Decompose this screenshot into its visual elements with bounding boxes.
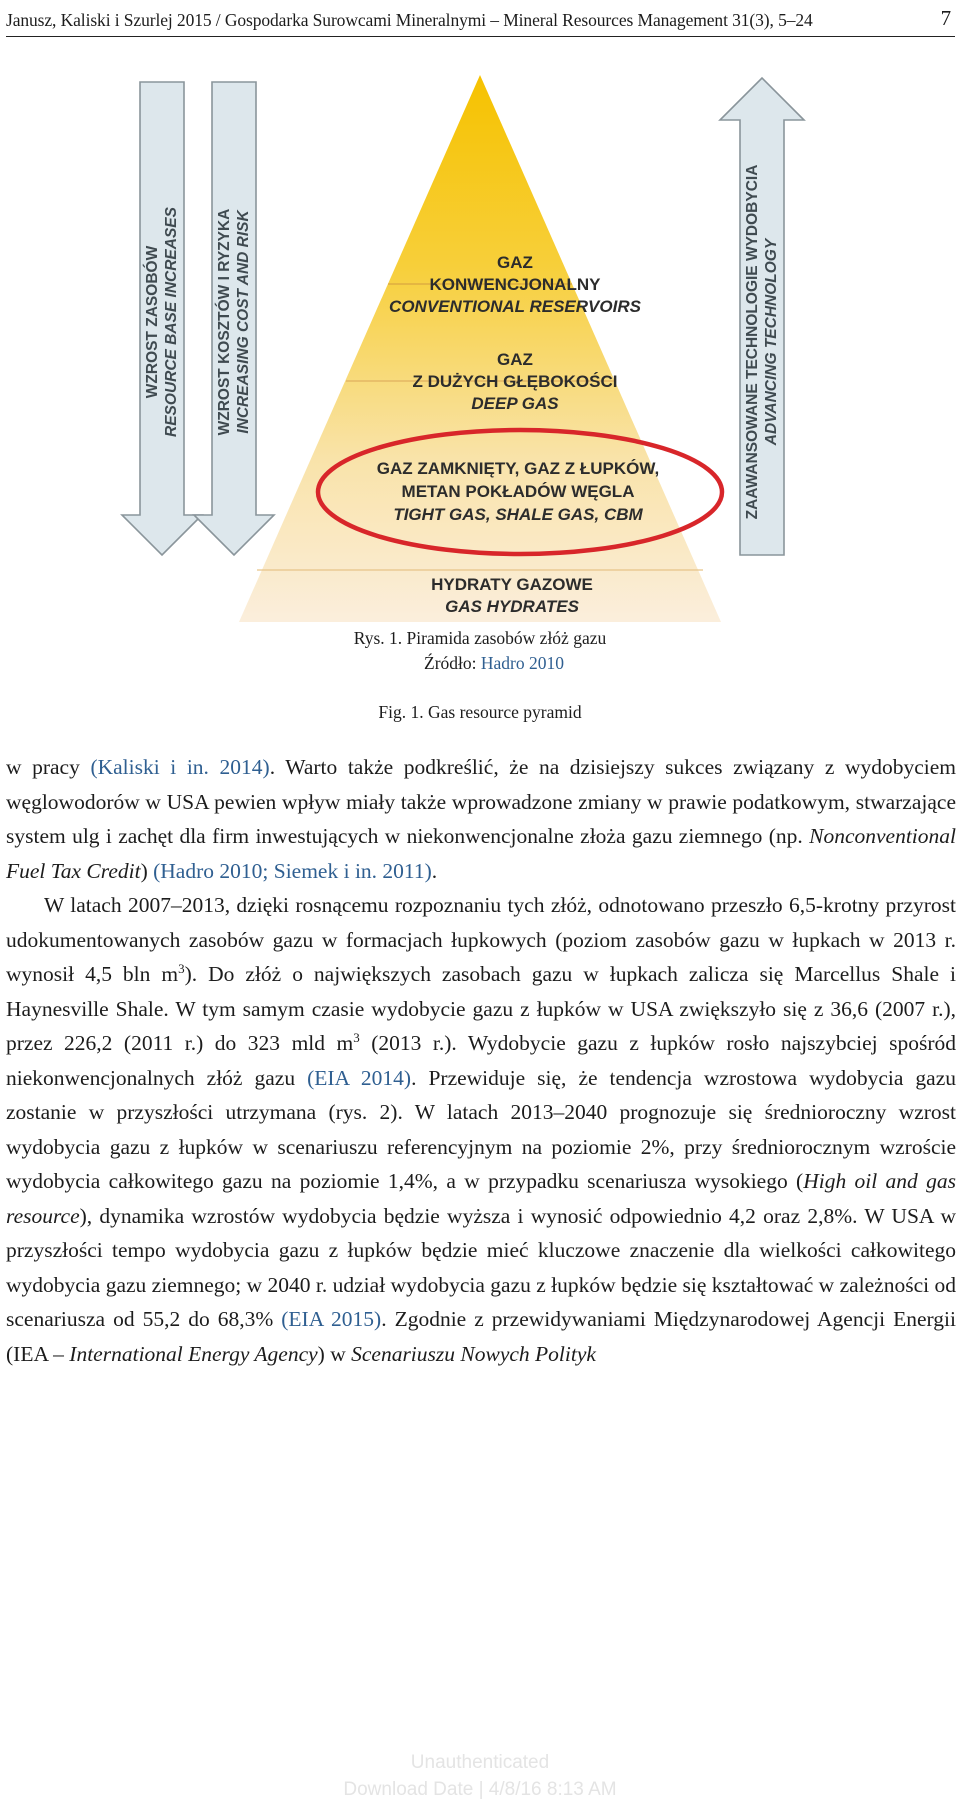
arrow-label: WZROST KOSZTÓW I RYZYKA (216, 208, 233, 436)
paragraph (6, 888, 956, 1371)
text-run: ) w (317, 1341, 352, 1366)
text-run: . (431, 858, 438, 883)
tier-label: GAZ (497, 253, 533, 272)
text-run: w pracy (6, 755, 91, 779)
superscript: 3 (353, 1029, 360, 1045)
italic-term: International Energy Agency (69, 1341, 318, 1366)
page-number: 7 (940, 6, 951, 30)
italic-term: Nonconventional Fuel Tax Credit (6, 824, 956, 883)
citation-link[interactable]: (Kaliski i in. 2014) (90, 755, 270, 779)
arrow-label: INCREASING COST AND RISK (235, 210, 252, 434)
tier-label: METAN POKŁADÓW WĘGLA (401, 482, 635, 501)
text-run: ), dynamika wzrostów wydobycia będzie wyższa i wynosić odpowiednio 4,2 oraz 2,8%. W USA w przyszłości tempo wydobycia gazu z łupków będzie mieć kluczowe znaczenie dla wielkości całkowitego wydobycia gazu ziemnego; w 2040 r. udział wydobycia gazu z łupków będzie się kształtować w zależności od scenariusza od 55,2 do 68,3% (6, 1203, 956, 1331)
superscript: 3 (178, 960, 185, 976)
tier-label: Z DUŻYCH GŁĘBOKOŚCI (412, 372, 618, 391)
citation-link[interactable]: (Hadro 2010; Siemek i in. 2011) (153, 858, 432, 883)
cost-risk-arrow (194, 82, 274, 555)
resource-increase-arrow (122, 82, 202, 555)
watermark-line: Unauthenticated (410, 1752, 550, 1773)
italic-term: Scenariuszu Nowych Polityk (351, 1341, 596, 1366)
citation-link[interactable]: (EIA 2014) (307, 1065, 412, 1090)
text-run: (2013 r.). Wydobycie gazu z łupków rosło najszybciej spośród niekonwencjonalnych złóż gazu (6, 1031, 956, 1090)
tier-label: GAZ (497, 350, 533, 369)
figure-caption-en: Fig. 1. Gas resource pyramid (378, 702, 582, 722)
arrow-label: ADVANCING TECHNOLOGY (763, 238, 780, 446)
watermark-line: Download Date | 4/8/16 8:13 AM (343, 1779, 617, 1800)
tier-label: CONVENTIONAL RESERVOIRS (389, 297, 641, 316)
text-run: . Zgodnie z przewidywaniami Międzynarodowej Agencji Energii (IEA – (6, 1307, 956, 1366)
tier-label: KONWENCJONALNY (429, 275, 601, 294)
text-run: ) (140, 858, 154, 883)
source-link[interactable]: Hadro 2010 (480, 653, 564, 673)
tier-label: GAS HYDRATES (445, 597, 579, 616)
paragraph (6, 750, 956, 888)
body-text (6, 750, 956, 1371)
italic-term: High oil and gas resource (6, 1169, 956, 1228)
arrow-label: WZROST ZASOBÓW (144, 245, 161, 399)
tier-label: DEEP GAS (471, 394, 559, 413)
text-run: . Warto także podkreślić, że na dzisiejszy sukces związany z wydobyciem węglowodorów w USA pewien wpływ miały także wprowadzone zmiany w prawie podatkowym, stwarzające system ulg i zachęt dla firm inwestujących w niekonwencjonalne złoża gazu ziemnego (np. (6, 755, 957, 848)
advancing-technology-arrow (720, 78, 804, 555)
tier-label: HYDRATY GAZOWE (431, 575, 593, 594)
figure-source (14, 653, 960, 674)
gas-resource-pyramid-figure (0, 0, 960, 640)
text-run: ). Do złóż o największych zasobach gazu w łupkach zalicza się Marcellus Shale i Haynesville Shale. W tym samym czasie wydobycie gazu z łupków w USA zwiększyło się z 36,6 (2007 r.), przez 226,2 (2011 r.) do 323 mld m (6, 962, 957, 1055)
text-run: . Przewiduje się, że tendencja wzrostowa wydobycia gazu zostanie w przyszłości utrzymana (rys. 2). W latach 2013–2040 prognozuje się średnioroczny wzrost wydobycia gazu z łupków w scenariuszu referencyjnym na poziomie 2%, przy średniorocznym wzroście wydobycia całkowitego gazu na poziomie 1,4%, a w przypadku scenariusza wysokiego ( (6, 1065, 956, 1193)
arrow-label: RESOURCE BASE INCREASES (163, 207, 180, 437)
arrow-label: ZAAWANSOWANE TECHNOLOGIE WYDOBYCIA (744, 164, 761, 520)
source-label: Źródło: (424, 653, 481, 673)
figure-caption-pl: Rys. 1. Piramida zasobów złóż gazu (353, 628, 607, 648)
citation-link[interactable]: (EIA 2015) (281, 1307, 382, 1331)
text-run: W latach 2007–2013, dzięki rosnącemu rozpoznaniu tych złóż, odnotowano przeszło 6,5-krotny przyrost udokumentowanych zasobów gazu w formacjach łupkowych (poziom zasobów gazu w łupkach w 2013 r. wynosił 4,5 bln m (6, 893, 956, 986)
tier-label: GAZ ZAMKNIĘTY, GAZ Z ŁUPKÓW, (376, 459, 660, 478)
running-title: Janusz, Kaliski i Szurlej 2015 / Gospodarka Surowcami Mineralnymi – Mineral Resources Management 31(3), 5–24 (6, 10, 813, 30)
tier-label: TIGHT GAS, SHALE GAS, CBM (393, 505, 643, 524)
